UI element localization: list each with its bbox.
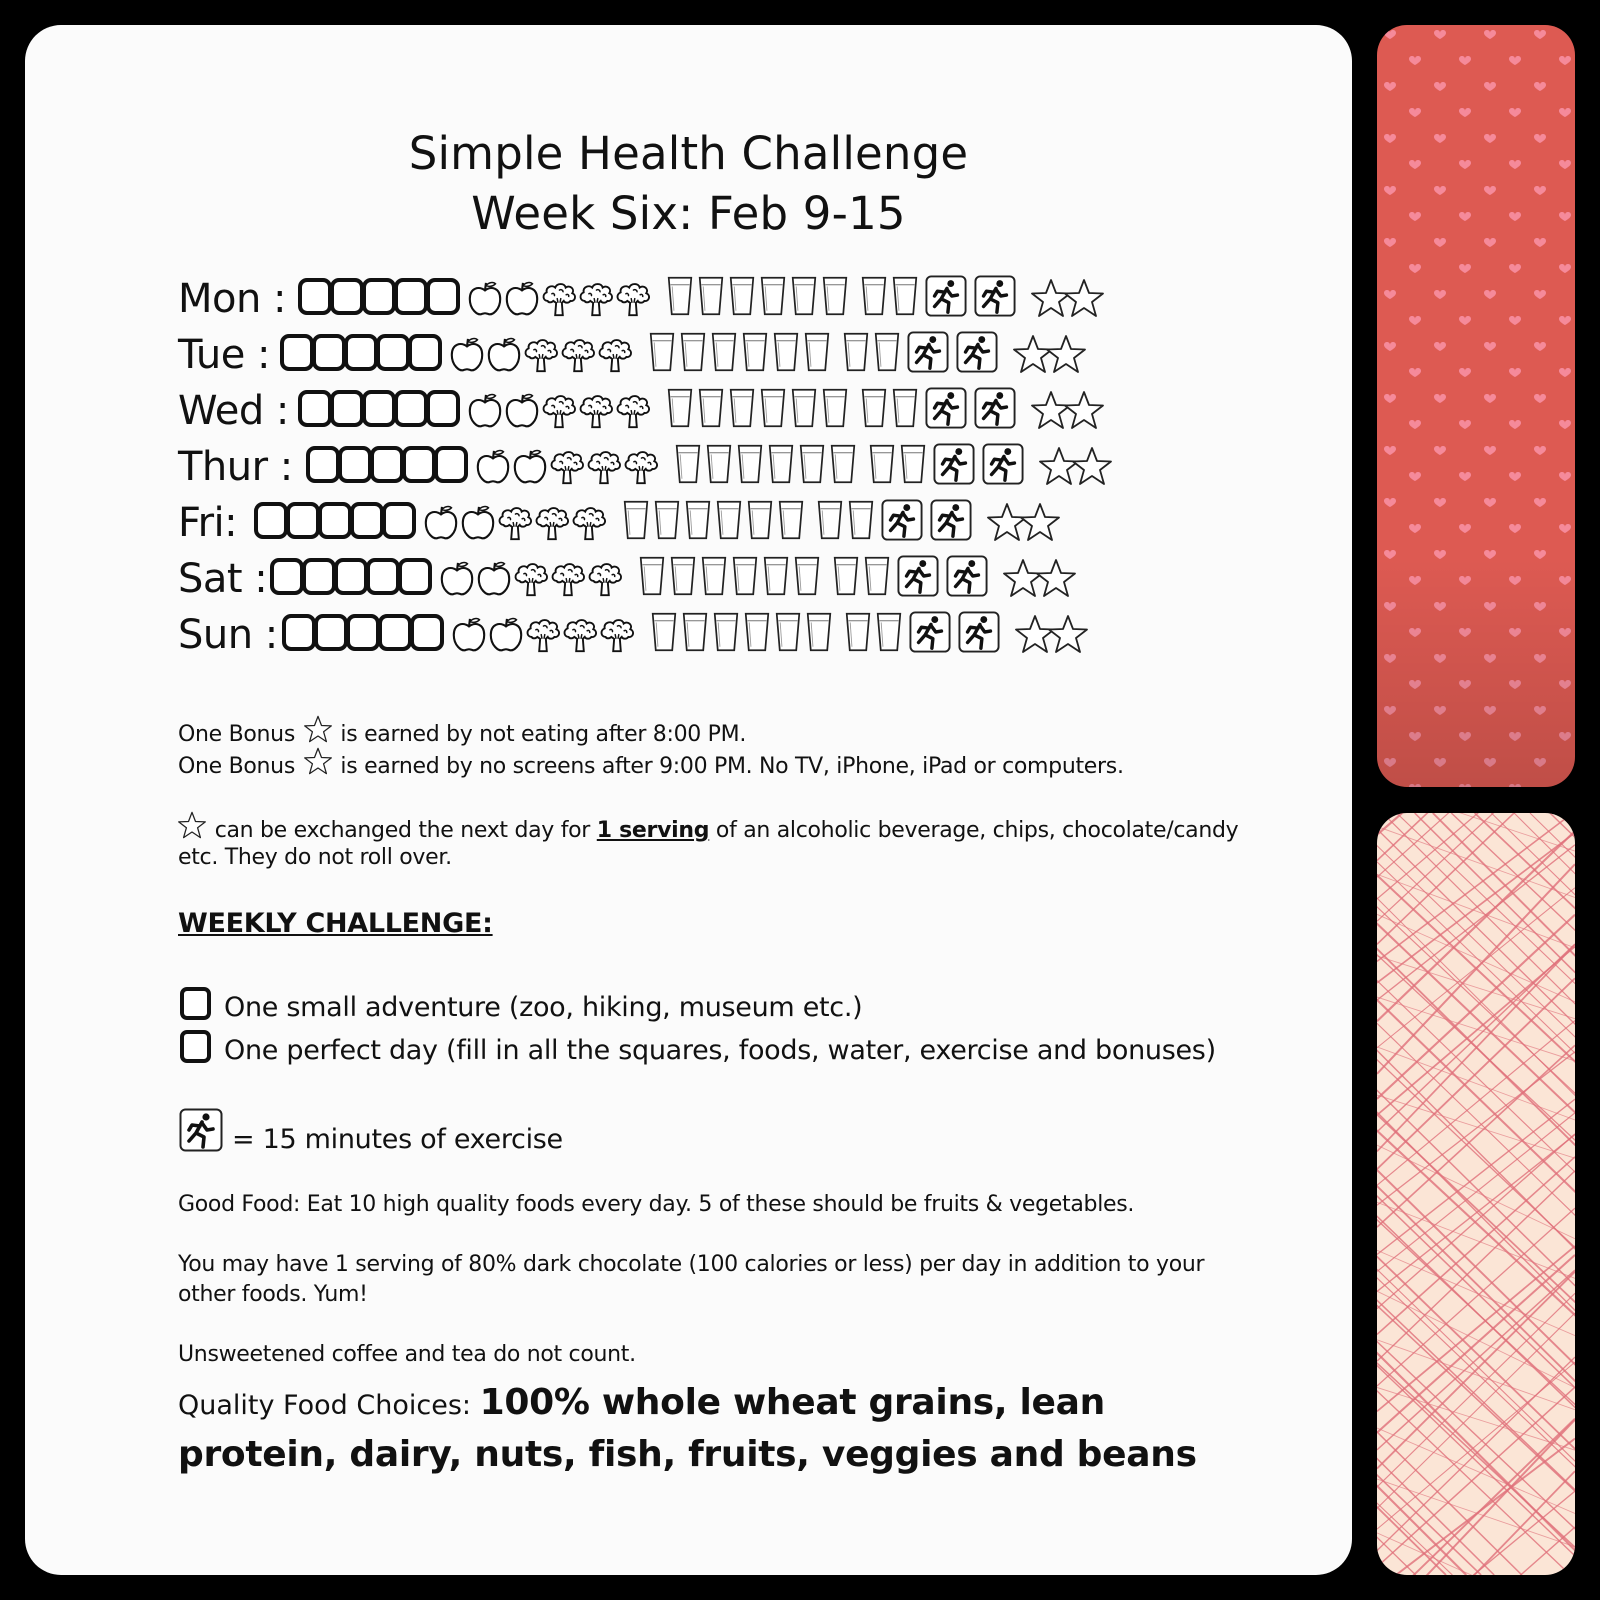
broccoli-icon[interactable]: [549, 560, 587, 598]
broccoli-icon[interactable]: [496, 504, 534, 542]
broccoli-icon[interactable]: [559, 336, 597, 374]
weekly-checkbox-perfect-day[interactable]: [180, 1030, 211, 1063]
glass-icon[interactable]: [760, 274, 786, 318]
day-row-sat: [178, 552, 1278, 606]
food-square[interactable]: [408, 334, 442, 371]
star-icon[interactable]: [1036, 558, 1076, 598]
glass-icon[interactable]: [864, 554, 890, 598]
broccoli-icon[interactable]: [533, 504, 571, 542]
broccoli-icon[interactable]: [548, 448, 586, 486]
broccoli-icon[interactable]: [561, 616, 599, 654]
running-man-icon[interactable]: [958, 611, 1000, 653]
apple-icon[interactable]: [475, 560, 513, 598]
day-label: Sat :: [178, 556, 268, 602]
day-label: Tue :: [178, 332, 271, 378]
food-square[interactable]: [330, 390, 364, 427]
day-row-wed: [178, 384, 1278, 438]
glass-icon[interactable]: [900, 442, 926, 486]
glass-icon[interactable]: [760, 386, 786, 430]
food-square[interactable]: [366, 558, 400, 595]
glass-icon[interactable]: [649, 330, 675, 374]
broccoli-icon[interactable]: [522, 336, 560, 374]
apple-icon[interactable]: [487, 616, 525, 654]
broccoli-icon[interactable]: [614, 392, 652, 430]
glass-icon[interactable]: [737, 442, 763, 486]
glass-icon[interactable]: [675, 442, 701, 486]
glass-icon[interactable]: [698, 386, 724, 430]
glass-icon[interactable]: [685, 498, 711, 542]
star-icon: [178, 811, 206, 839]
glass-icon[interactable]: [799, 442, 825, 486]
food-square[interactable]: [398, 558, 432, 595]
glass-icon[interactable]: [623, 498, 649, 542]
apple-icon[interactable]: [438, 560, 476, 598]
quality-food-choices: [178, 1378, 1238, 1482]
day-label: Mon :: [178, 276, 287, 322]
food-square[interactable]: [426, 278, 460, 315]
glass-icon[interactable]: [778, 498, 804, 542]
day-row-sun: [178, 608, 1278, 662]
food-square[interactable]: [312, 334, 346, 371]
exchange-line-1: can be exchanged the next day for 1 serving of an alcoholic beverage, chips, chocolate/candy: [176, 811, 1238, 843]
star-icon[interactable]: [1064, 278, 1104, 318]
star-icon[interactable]: [1072, 446, 1112, 486]
food-square[interactable]: [350, 502, 384, 539]
glass-icon[interactable]: [706, 442, 732, 486]
day-row-tue: [178, 328, 1278, 382]
quality-label: Quality Food Choices:: [178, 1390, 471, 1421]
glass-icon[interactable]: [773, 330, 799, 374]
chocolate-note-1: You may have 1 serving of 80% dark chocolate (100 calories or less) per day in addition to your: [178, 1252, 1205, 1277]
glass-icon[interactable]: [680, 330, 706, 374]
exchange-line-2: etc. They do not roll over.: [178, 845, 452, 870]
glass-icon[interactable]: [701, 554, 727, 598]
glass-icon[interactable]: [742, 330, 768, 374]
broccoli-icon[interactable]: [524, 616, 562, 654]
star-icon[interactable]: [1048, 614, 1088, 654]
broccoli-icon[interactable]: [540, 280, 578, 318]
glass-icon[interactable]: [768, 442, 794, 486]
food-square[interactable]: [362, 278, 396, 315]
glass-icon[interactable]: [817, 498, 843, 542]
running-man-icon[interactable]: [982, 443, 1024, 485]
running-man-icon[interactable]: [925, 275, 967, 317]
running-man-icon[interactable]: [925, 387, 967, 429]
glass-icon[interactable]: [822, 386, 848, 430]
day-row-mon: [178, 272, 1278, 326]
food-square[interactable]: [410, 614, 444, 651]
coffee-note: Unsweetened coffee and tea do not count.: [178, 1342, 636, 1367]
star-icon[interactable]: [1064, 390, 1104, 430]
food-square[interactable]: [434, 446, 468, 483]
glass-icon[interactable]: [775, 610, 801, 654]
glass-icon[interactable]: [667, 386, 693, 430]
weekly-item-perfect-day: One perfect day (fill in all the squares, foods, water, exercise and bonuses): [224, 1035, 1216, 1066]
quality-text: 100% whole wheat grains, lean protein, dairy, nuts, fish, fruits, veggies and beans: [178, 1382, 1197, 1475]
running-man-icon: [179, 1108, 223, 1152]
running-man-icon[interactable]: [907, 331, 949, 373]
apple-icon[interactable]: [485, 336, 523, 374]
food-square[interactable]: [280, 334, 314, 371]
serving-emphasis: 1 serving: [596, 818, 710, 843]
running-man-icon[interactable]: [956, 331, 998, 373]
glass-icon[interactable]: [892, 386, 918, 430]
food-square[interactable]: [254, 502, 288, 539]
apple-icon[interactable]: [450, 616, 488, 654]
glass-icon[interactable]: [670, 554, 696, 598]
food-square[interactable]: [282, 614, 316, 651]
food-square[interactable]: [318, 502, 352, 539]
running-man-icon[interactable]: [881, 499, 923, 541]
broccoli-icon[interactable]: [577, 280, 615, 318]
page-subtitle: Week Six: Feb 9-15: [471, 187, 906, 240]
running-man-icon[interactable]: [974, 387, 1016, 429]
food-square[interactable]: [362, 390, 396, 427]
broccoli-icon[interactable]: [596, 336, 634, 374]
glass-icon[interactable]: [732, 554, 758, 598]
broccoli-icon[interactable]: [586, 560, 624, 598]
food-square[interactable]: [338, 446, 372, 483]
broccoli-icon[interactable]: [585, 448, 623, 486]
glass-icon[interactable]: [639, 554, 665, 598]
weekly-checkbox-adventure[interactable]: [180, 987, 211, 1020]
food-square[interactable]: [394, 278, 428, 315]
broccoli-icon[interactable]: [614, 280, 652, 318]
food-square[interactable]: [298, 278, 332, 315]
food-square[interactable]: [330, 278, 364, 315]
glass-icon[interactable]: [845, 610, 871, 654]
running-man-icon[interactable]: [909, 611, 951, 653]
food-square[interactable]: [298, 390, 332, 427]
glass-icon[interactable]: [822, 274, 848, 318]
apple-icon[interactable]: [466, 392, 504, 430]
star-icon[interactable]: [1020, 502, 1060, 542]
apple-icon[interactable]: [511, 448, 549, 486]
glass-icon[interactable]: [651, 610, 677, 654]
glass-icon[interactable]: [794, 554, 820, 598]
glass-icon[interactable]: [869, 442, 895, 486]
day-label: Fri:: [178, 500, 238, 546]
glass-icon[interactable]: [876, 610, 902, 654]
glass-icon[interactable]: [861, 274, 887, 318]
glass-icon[interactable]: [843, 330, 869, 374]
star-icon[interactable]: [1046, 334, 1086, 374]
food-square[interactable]: [334, 558, 368, 595]
glass-icon[interactable]: [667, 274, 693, 318]
apple-icon[interactable]: [448, 336, 486, 374]
food-square[interactable]: [394, 390, 428, 427]
apple-icon[interactable]: [503, 392, 541, 430]
star-icon: [304, 715, 332, 743]
glass-icon[interactable]: [892, 274, 918, 318]
glass-icon[interactable]: [744, 610, 770, 654]
apple-icon[interactable]: [503, 280, 541, 318]
crosshatch-pattern: [1377, 813, 1575, 1575]
glass-icon[interactable]: [729, 274, 755, 318]
food-square[interactable]: [270, 558, 304, 595]
weekly-item-adventure: One small adventure (zoo, hiking, museum etc.): [224, 992, 863, 1023]
glass-icon[interactable]: [848, 498, 874, 542]
glass-icon[interactable]: [791, 274, 817, 318]
food-square[interactable]: [378, 614, 412, 651]
glass-icon[interactable]: [654, 498, 680, 542]
hearts-pattern-panel: [1377, 25, 1575, 787]
glass-icon[interactable]: [791, 386, 817, 430]
glass-icon[interactable]: [716, 498, 742, 542]
food-square[interactable]: [314, 614, 348, 651]
weekly-challenge-heading: WEEKLY CHALLENGE:: [178, 908, 493, 939]
apple-icon[interactable]: [422, 504, 460, 542]
glass-icon[interactable]: [804, 330, 830, 374]
broccoli-icon[interactable]: [540, 392, 578, 430]
apple-icon[interactable]: [466, 280, 504, 318]
bonus-line-2: One Bonus is earned by no screens after 9:00 PM. No TV, iPhone, iPad or computers.: [178, 747, 1124, 779]
food-square[interactable]: [402, 446, 436, 483]
food-square[interactable]: [382, 502, 416, 539]
glass-icon[interactable]: [682, 610, 708, 654]
apple-icon[interactable]: [474, 448, 512, 486]
food-square[interactable]: [306, 446, 340, 483]
running-man-icon[interactable]: [946, 555, 988, 597]
bonus-line-1: One Bonus is earned by not eating after 8:00 PM.: [178, 715, 746, 747]
crosshatch-pattern-panel: [1377, 813, 1575, 1575]
glass-icon[interactable]: [806, 610, 832, 654]
broccoli-icon[interactable]: [598, 616, 636, 654]
food-square[interactable]: [370, 446, 404, 483]
glass-icon[interactable]: [713, 610, 739, 654]
broccoli-icon[interactable]: [512, 560, 550, 598]
glass-icon[interactable]: [833, 554, 859, 598]
glass-icon[interactable]: [747, 498, 773, 542]
glass-icon[interactable]: [763, 554, 789, 598]
glass-icon[interactable]: [698, 274, 724, 318]
food-square[interactable]: [376, 334, 410, 371]
food-square[interactable]: [286, 502, 320, 539]
food-square[interactable]: [426, 390, 460, 427]
glass-icon[interactable]: [830, 442, 856, 486]
broccoli-icon[interactable]: [577, 392, 615, 430]
glass-icon[interactable]: [861, 386, 887, 430]
exercise-legend: = 15 minutes of exercise: [232, 1124, 563, 1155]
food-square[interactable]: [346, 614, 380, 651]
running-man-icon[interactable]: [897, 555, 939, 597]
day-label: Thur :: [178, 444, 293, 490]
star-icon: [304, 747, 332, 775]
day-label: Sun :: [178, 612, 278, 658]
broccoli-icon[interactable]: [570, 504, 608, 542]
apple-icon[interactable]: [459, 504, 497, 542]
food-square[interactable]: [302, 558, 336, 595]
glass-icon[interactable]: [874, 330, 900, 374]
broccoli-icon[interactable]: [622, 448, 660, 486]
glass-icon[interactable]: [711, 330, 737, 374]
running-man-icon[interactable]: [930, 499, 972, 541]
good-food-note: Good Food: Eat 10 high quality foods every day. 5 of these should be fruits & vegetables.: [178, 1192, 1135, 1217]
glass-icon[interactable]: [729, 386, 755, 430]
day-row-thur: [178, 440, 1278, 494]
running-man-icon[interactable]: [974, 275, 1016, 317]
food-square[interactable]: [344, 334, 378, 371]
page-title: Simple Health Challenge: [408, 127, 969, 180]
day-row-fri: [178, 496, 1278, 550]
chocolate-note-2: other foods. Yum!: [178, 1282, 368, 1307]
running-man-icon[interactable]: [933, 443, 975, 485]
day-label: Wed :: [178, 388, 289, 434]
